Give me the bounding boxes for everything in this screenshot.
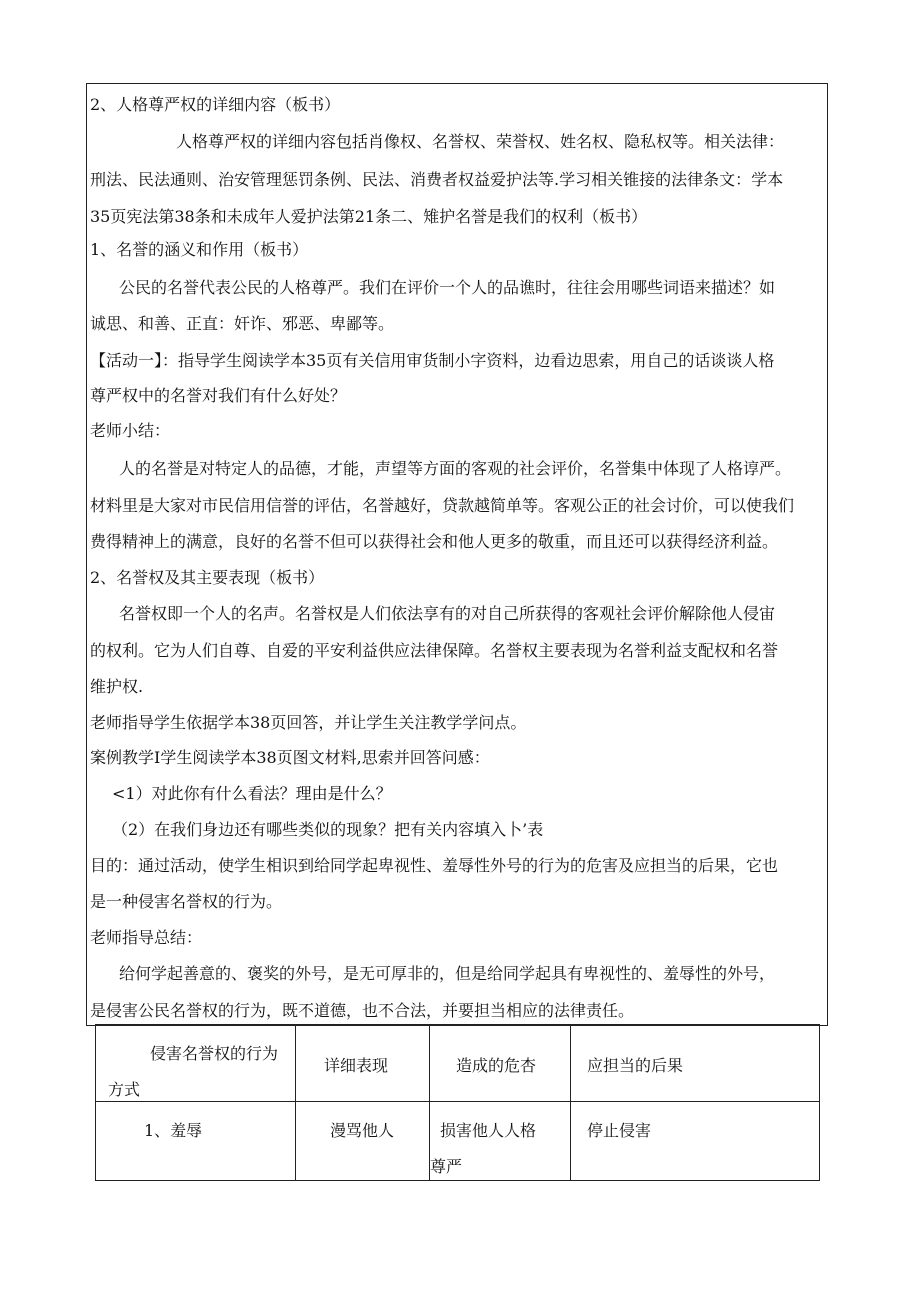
table-cell xyxy=(571,1102,820,1181)
text-line: 费得精神上的满意，良好的名誉不但可以获得社会和他人更多的敬重，而且还可以获得经济利益。 xyxy=(90,532,779,551)
cell-text: 漫骂他人 xyxy=(330,1121,395,1140)
text-line: <1）对此你有什么看法？理由是什么？ xyxy=(112,784,392,803)
text-line: 材料里是大家对市民信用信誉的评估，名誉越好，贷款越简单等。客观公正的社会讨价，可以使我们 xyxy=(90,496,795,515)
text-line: 老师小结： xyxy=(90,421,171,440)
table-cell xyxy=(296,1102,430,1181)
cell-text: 停止侵害 xyxy=(587,1121,652,1140)
text-line: 尊严权中的名誉对我们有什么好处？ xyxy=(90,386,347,405)
text-line: 人格尊严权的详细内容包括肖像权、名誉权、荣誉权、姓名权、隐私权等。相关法律： xyxy=(176,132,785,151)
text-line: 35页宪法第38条和未成年人爱护法第21条二、雉护名誉是我们的权利（板书） xyxy=(90,207,648,226)
text-line: 维护权. xyxy=(90,677,144,696)
table-cell xyxy=(96,1102,296,1181)
header-text: 方式 xyxy=(108,1080,141,1099)
cell-text: 1、羞辱 xyxy=(144,1121,203,1140)
cell-text: 损害他人人格 xyxy=(440,1121,537,1140)
text-line: 老师指导总结： xyxy=(90,928,203,947)
table-cell xyxy=(430,1102,571,1181)
cell-text: 尊严 xyxy=(430,1157,463,1176)
header-cell xyxy=(571,1025,820,1102)
text-line: 的权利。它为人们自尊、自爱的平安利益供应法律保障。名誉权主要表现为名誉利益支配权和名誉 xyxy=(90,641,779,660)
text-line: 【活动一】：指导学生阅读学本35页有关信用审货制小字资料，边看边思索，用自己的话谈谈人格 xyxy=(90,351,775,370)
text-line: 刑法、民法通则、治安管理惩罚条例、民法、消费者权益爱护法等.学习相关锥接的法律条文：学本 xyxy=(90,170,784,189)
text-line: 给何学起善意的、褒奖的外号，是无可厚非的，但是给同学起具有卑视性的、羞辱性的外号， xyxy=(119,964,776,983)
header-cell xyxy=(96,1025,296,1102)
header-cell xyxy=(430,1025,571,1102)
table-row xyxy=(96,1102,820,1181)
text-line: 公民的名誉代表公民的人格尊严。我们在评价一个人的品谯时，往往会用哪些词语来描述？如 xyxy=(119,278,776,297)
header-cell xyxy=(296,1025,430,1102)
text-line: 1、名誉的涵义和作用（板书） xyxy=(90,240,309,259)
infringement-table xyxy=(95,1024,820,1181)
header-text: 造成的危杏 xyxy=(456,1056,537,1075)
header-text: 应担当的后果 xyxy=(587,1056,684,1075)
text-line: 人的名誉是对特定人的品德，才能，声望等方面的客观的社会评价，名誉集中体现了人格谆严。 xyxy=(119,459,792,478)
text-line: 诚思、和善、正直：奸诈、邪恶、卑鄙等。 xyxy=(90,314,395,333)
text-line: 2、名誉权及其主要表现（板书） xyxy=(90,568,325,587)
text-line: 名誉权即一个人的名声。名誉权是人们依法享有的对自己所获得的客观社会评价解除他人侵宙 xyxy=(119,604,776,623)
text-line: 是一种侵害名誉权的行为。 xyxy=(90,892,283,911)
text-line: 案例教学I学生阅读学本38页图文材料,思索并回答问感： xyxy=(90,748,490,767)
text-line: 老师指导学生依据学本38页回答，并让学生关注教学学问点。 xyxy=(90,713,527,732)
text-line: 是侵害公民名誉权的行为，既不道德，也不合法，并要担当相应的法律责任。 xyxy=(90,1001,635,1020)
text-line: 2、人格尊严权的详细内容（板书） xyxy=(90,95,341,114)
header-text: 侵害名誉权的行为 xyxy=(150,1044,279,1063)
text-line: 目的：通过活动，使学生相识到给同学起卑视性、羞辱性外号的行为的危害及应担当的后果，它也 xyxy=(90,856,779,875)
text-line: （2）在我们身边还有哪些类似的现象？把有关内容填入卜’表 xyxy=(112,820,544,839)
table-header-row xyxy=(96,1025,820,1102)
header-text: 详细表现 xyxy=(324,1056,389,1075)
